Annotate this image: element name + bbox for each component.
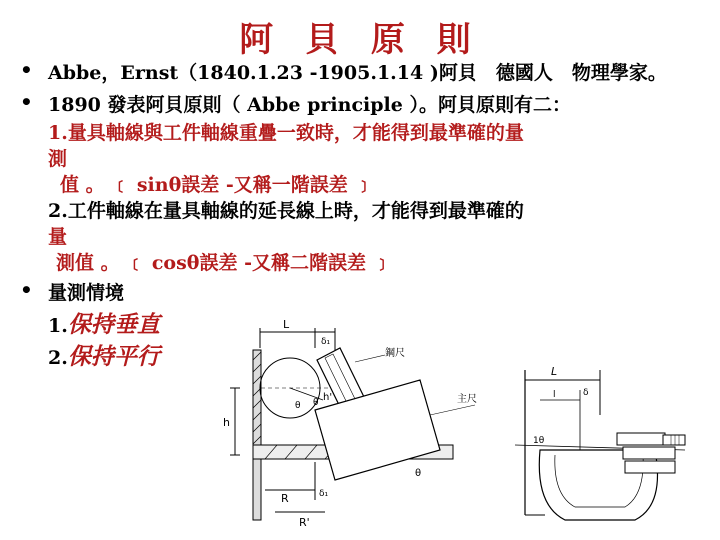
dim-delta-label: δ: [583, 388, 589, 398]
dim-R-prime-label: R': [299, 516, 310, 529]
case-vertical: [48, 306, 160, 339]
dim-L-label: L: [283, 318, 290, 331]
dim-h-prime: h': [323, 392, 333, 403]
page-title: 阿 貝 原 則: [239, 20, 481, 60]
bullet-dot: •: [20, 90, 33, 114]
bullet-dot: •: [20, 58, 33, 82]
bullet-text: Abbe，Ernst（1840.1.23 -1905.1.14 )阿貝 德國人 物理學家。: [48, 62, 667, 84]
label-steel-ruler: 鋼尺: [385, 348, 405, 359]
dim-l-label: l: [553, 390, 556, 400]
dim-R-label: R: [281, 492, 289, 505]
angle-theta2: θ: [313, 398, 319, 408]
angle-theta-bottom: θ: [415, 468, 422, 479]
rule-2-line-b: 量: [48, 226, 68, 248]
dim-L-label: L: [551, 365, 558, 378]
bullet-text: 量測情境: [48, 282, 125, 304]
bullet-text: 1890 發表阿貝原則（ Abbe principle ）。阿貝原則有二：: [48, 94, 571, 116]
figure-parallel-micrometer: [505, 355, 710, 535]
dim-delta1-top: δ₁: [321, 337, 331, 347]
angle-theta1: θ: [295, 401, 301, 411]
case-number: 1.: [48, 315, 68, 337]
rule-1-line-a: 1.量具軸線與工件軸線重疊一致時，才能得到最準確的量: [48, 122, 524, 144]
case-text: 保持垂直: [67, 311, 160, 338]
dim-h-label: h: [223, 416, 230, 429]
figure-vertical-caliper: [205, 300, 505, 540]
case-number: 2.: [48, 347, 68, 369]
bullet-dot: •: [20, 278, 33, 302]
label-main-ruler: 主尺: [457, 394, 477, 405]
angle-label: 1θ: [533, 436, 545, 446]
rule-2-line-a: 2.工件軸線在量具軸線的延長線上時，才能得到最準確的: [48, 200, 524, 222]
case-parallel: [48, 338, 160, 371]
dim-delta1-bottom: δ₁: [319, 489, 329, 499]
rule-1-line-c: 值 。 ﹝ sinθ誤差 -又稱一階誤差 ﹞: [60, 174, 374, 196]
rule-1-line-b: 測: [48, 148, 68, 170]
rule-2-line-c: 測值 。 ﹝ cosθ誤差 -又稱二階誤差 ﹞: [56, 252, 392, 274]
case-text: 保持平行: [67, 343, 160, 370]
